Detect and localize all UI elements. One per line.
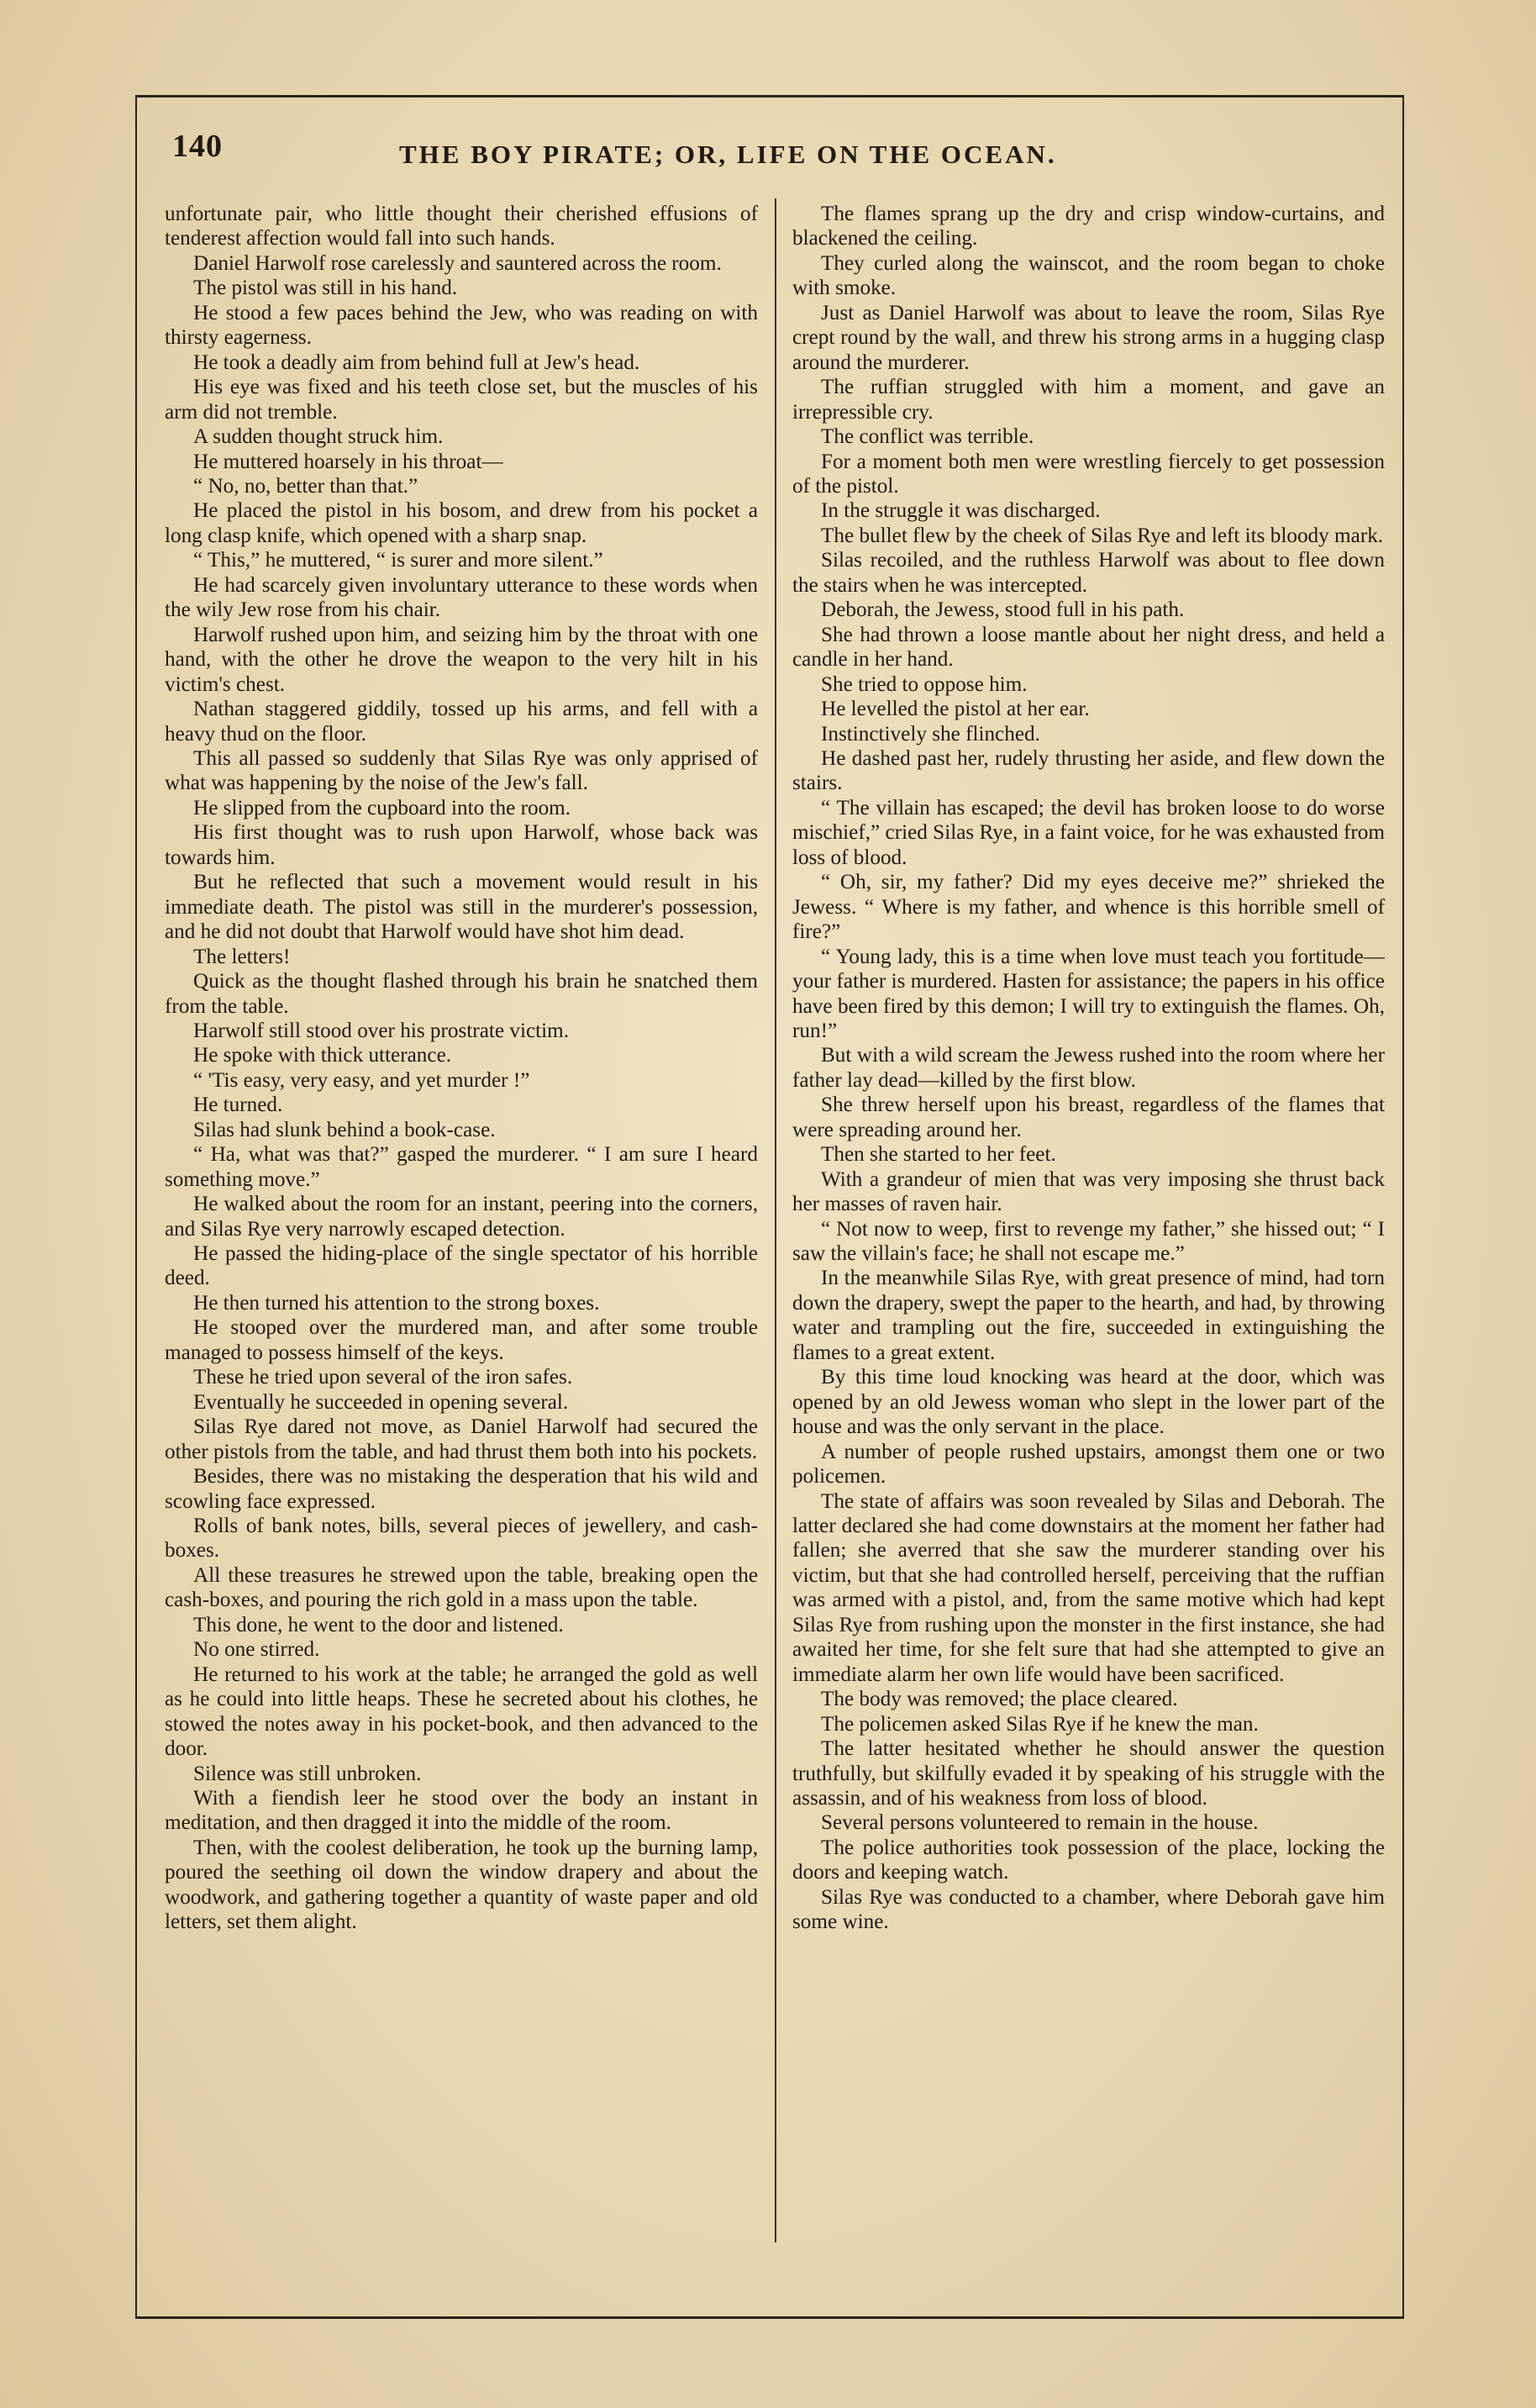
paragraph: He muttered hoarsely in his throat—	[193, 450, 503, 473]
paragraph: With a grandeur of mien that was very imposing she thrust back her masses of raven hair.	[792, 1167, 1385, 1216]
paragraph: This done, he went to the door and listened.	[193, 1613, 564, 1636]
paragraph: All these treasures he strewed upon the table, breaking open the cash-boxes, and pouring the rich gold in a mass upon the table.	[165, 1563, 758, 1612]
paragraph: She threw herself upon his breast, regardless of the flames that were spreading around her.	[792, 1093, 1385, 1141]
paragraph: These he tried upon several of the iron safes.	[193, 1366, 573, 1389]
paragraph: They curled along the wainscot, and the room began to choke with smoke.	[792, 251, 1385, 300]
paragraph: Silas recoiled, and the ruthless Harwolf was about to flee down the stairs when he was intercepted.	[792, 549, 1385, 597]
paragraph: “ Young lady, this is a time when love must teach you fortitude—your father is murdered. Hasten for assistance; the papers in his office have been fired by this demon; I will try to extinguish the flames. Oh, run!”	[792, 945, 1385, 1042]
paragraph: “ Not now to weep, first to revenge my father,” she hissed out; “ I saw the villain's face; he shall not escape me.”	[792, 1217, 1385, 1266]
column-divider	[775, 198, 776, 2242]
paragraph: “ Ha, what was that?” gasped the murderer. “ I am sure I heard something move.”	[165, 1143, 758, 1191]
paragraph: His eye was fixed and his teeth close set, but the muscles of his arm did not tremble.	[165, 376, 758, 424]
paragraph: “ Oh, sir, my father? Did my eyes deceive me?” shrieked the Jewess. “ Where is my father, and whence is this horrible smell of fire?”	[792, 871, 1385, 944]
paragraph: “ The villain has escaped; the devil has broken loose to do worse mischief,” cried Silas Rye, in a faint voice, for he was exhausted from loss of blood.	[792, 796, 1385, 869]
paragraph: Quick as the thought flashed through his brain he snatched them from the table.	[165, 970, 758, 1018]
paragraph: No one stirred.	[193, 1638, 320, 1662]
left-column	[165, 202, 758, 1935]
paragraph: He turned.	[193, 1093, 283, 1117]
paragraph: Rolls of bank notes, bills, several pieces of jewellery, and cash-boxes.	[165, 1515, 758, 1562]
paragraph: He then turned his attention to the strong boxes.	[193, 1291, 600, 1315]
paragraph: He took a deadly aim from behind full at Jew's head.	[193, 350, 640, 374]
paragraph: Instinctively she flinched.	[821, 722, 1040, 746]
paragraph: “ This,” he muttered, “ is surer and more silent.”	[193, 549, 603, 572]
paragraph: In the struggle it was discharged.	[821, 499, 1101, 523]
paragraph: The state of affairs was soon revealed by Silas and Deborah. The latter declared she had come downstairs at the moment her father had fallen; she averred that she saw the murderer standing over his victim, but that she had controlled herself, perceiving that the ruffian was armed with a pistol, and, from the same motive which had kept Silas Rye from rushing upon the monster in the first instance, she had awaited her time, for she felt sure that had she attempted to give an immediate alarm her own life would have been sacrificed.	[792, 1489, 1385, 1686]
paragraph: The policemen asked Silas Rye if he knew the man.	[821, 1712, 1259, 1736]
paragraph: The letters!	[193, 945, 291, 968]
page-number: 140	[172, 129, 223, 164]
paragraph: Silas Rye was conducted to a chamber, where Deborah gave him some wine.	[792, 1885, 1385, 1934]
paragraph: A sudden thought struck him.	[193, 425, 444, 449]
paragraph: For a moment both men were wrestling fiercely to get possession of the pistol.	[792, 450, 1385, 498]
paragraph: The flames sprang up the dry and crisp window-curtains, and blackened the ceiling.	[792, 203, 1385, 250]
paragraph: Silence was still unbroken.	[193, 1762, 422, 1785]
paragraph: He had scarcely given involuntary utterance to these words when the wily Jew rose from his chair.	[165, 573, 758, 622]
paragraph: He spoke with thick utterance.	[193, 1044, 452, 1067]
right-column	[792, 202, 1385, 1935]
paragraph: The latter hesitated whether he should answer the question truthfully, but skilfully evaded it by speaking of his struggle with the assassin, and of his weakness from loss of blood.	[792, 1737, 1385, 1810]
running-title: THE BOY PIRATE; OR, LIFE ON THE OCEAN.	[399, 140, 1057, 169]
paragraph: He returned to his work at the table; he arranged the gold as well as he could into little heaps. These he secreted about his clothes, he stowed the notes away in his pocket-book, and then advanced to the door.	[165, 1662, 758, 1761]
paragraph: Several persons volunteered to remain in the house.	[821, 1811, 1259, 1835]
paragraph: This all passed so suddenly that Silas Rye was only apprised of what was happening by the noise of the Jew's fall.	[165, 746, 758, 795]
paragraph: His first thought was to rush upon Harwolf, whose back was towards him.	[165, 821, 758, 869]
paragraph: A number of people rushed upstairs, amongst them one or two policemen.	[792, 1440, 1385, 1489]
paragraph: The ruffian struggled with him a moment, and gave an irrepressible cry.	[792, 376, 1385, 424]
paragraph: She tried to oppose him.	[821, 672, 1028, 696]
paragraph: Deborah, the Jewess, stood full in his path.	[821, 598, 1185, 622]
paragraph: With a fiendish leer he stood over the body an instant in meditation, and then dragged it into the middle of the room.	[165, 1787, 758, 1835]
paragraph: Then, with the coolest deliberation, he took up the burning lamp, poured the seething oil down the window drapery and about the woodwork, and gathering together a quantity of waste paper and old letters, set them alight.	[165, 1836, 758, 1934]
paragraph: He levelled the pistol at her ear.	[821, 698, 1090, 721]
paragraph: The bullet flew by the cheek of Silas Rye and left its bloody mark.	[821, 524, 1384, 547]
paragraph: He placed the pistol in his bosom, and drew from his pocket a long clasp knife, which opened with a sharp snap.	[165, 499, 758, 547]
paragraph: The police authorities took possession of the place, locking the doors and keeping watch.	[792, 1836, 1385, 1884]
paragraph: Silas Rye dared not move, as Daniel Harwolf had secured the other pistols from the table, and had thrust them both into his pockets.	[165, 1415, 758, 1463]
paragraph: Besides, there was no mistaking the desperation that his wild and scowling face expressed.	[165, 1465, 758, 1513]
paragraph: unfortunate pair, who little thought their cherished effusions of tenderest affection would fall into such hands.	[165, 203, 758, 250]
paragraph: He slipped from the cupboard into the room.	[193, 796, 571, 819]
paragraph: By this time loud knocking was heard at the door, which was opened by an old Jewess woman who slept in the lower part of the house and was the only servant in the place.	[792, 1366, 1385, 1439]
paragraph: He walked about the room for an instant, peering into the corners, and Silas Rye very narrowly escaped detection.	[165, 1193, 758, 1241]
paragraph: Then she started to her feet.	[821, 1143, 1056, 1167]
paragraph: But he reflected that such a movement would result in his immediate death. The pistol was still in the murderer's possession, and he did not doubt that Harwolf would have shot him dead.	[165, 871, 758, 944]
paragraph: The conflict was terrible.	[821, 425, 1034, 449]
paragraph: She had thrown a loose mantle about her night dress, and held a candle in her hand.	[792, 623, 1385, 672]
paragraph: Nathan staggered giddily, tossed up his arms, and fell with a heavy thud on the floor.	[165, 698, 758, 746]
paragraph: Silas had slunk behind a book-case.	[193, 1118, 496, 1141]
paragraph: In the meanwhile Silas Rye, with great presence of mind, had torn down the drapery, swept the paper to the hearth, and had, by throwing water and trampling out the fire, succeeded in extinguishing the flames to a great extent.	[792, 1267, 1385, 1364]
paragraph: Eventually he succeeded in opening several.	[193, 1390, 569, 1414]
page-header	[172, 126, 1382, 185]
paragraph: Daniel Harwolf rose carelessly and sauntered across the room.	[193, 251, 722, 275]
paragraph: But with a wild scream the Jewess rushed into the room where her father lay dead—killed by the first blow.	[792, 1044, 1385, 1092]
paragraph: “ 'Tis easy, very easy, and yet murder !”	[193, 1068, 530, 1092]
paragraph: He passed the hiding-place of the single spectator of his horrible deed.	[165, 1242, 758, 1290]
paragraph: Harwolf rushed upon him, and seizing him by the throat with one hand, with the other he drove the weapon to the very hilt in his victim's chest.	[165, 623, 758, 696]
paragraph: “ No, no, better than that.”	[193, 474, 418, 498]
paragraph: He stood a few paces behind the Jew, who was reading on with thirsty eagerness.	[165, 301, 758, 350]
paragraph: He dashed past her, rudely thrusting her aside, and flew down the stairs.	[792, 746, 1385, 795]
paragraph: Just as Daniel Harwolf was about to leave the room, Silas Rye crept round by the wall, and threw his strong arms in a hugging clasp around the murderer.	[792, 301, 1385, 374]
paragraph: The pistol was still in his hand.	[193, 277, 458, 300]
paragraph: Harwolf still stood over his prostrate victim.	[193, 1019, 570, 1042]
paragraph: He stooped over the murdered man, and after some trouble managed to possess himself of the keys.	[165, 1316, 758, 1364]
paragraph: The body was removed; the place cleared.	[821, 1688, 1178, 1711]
